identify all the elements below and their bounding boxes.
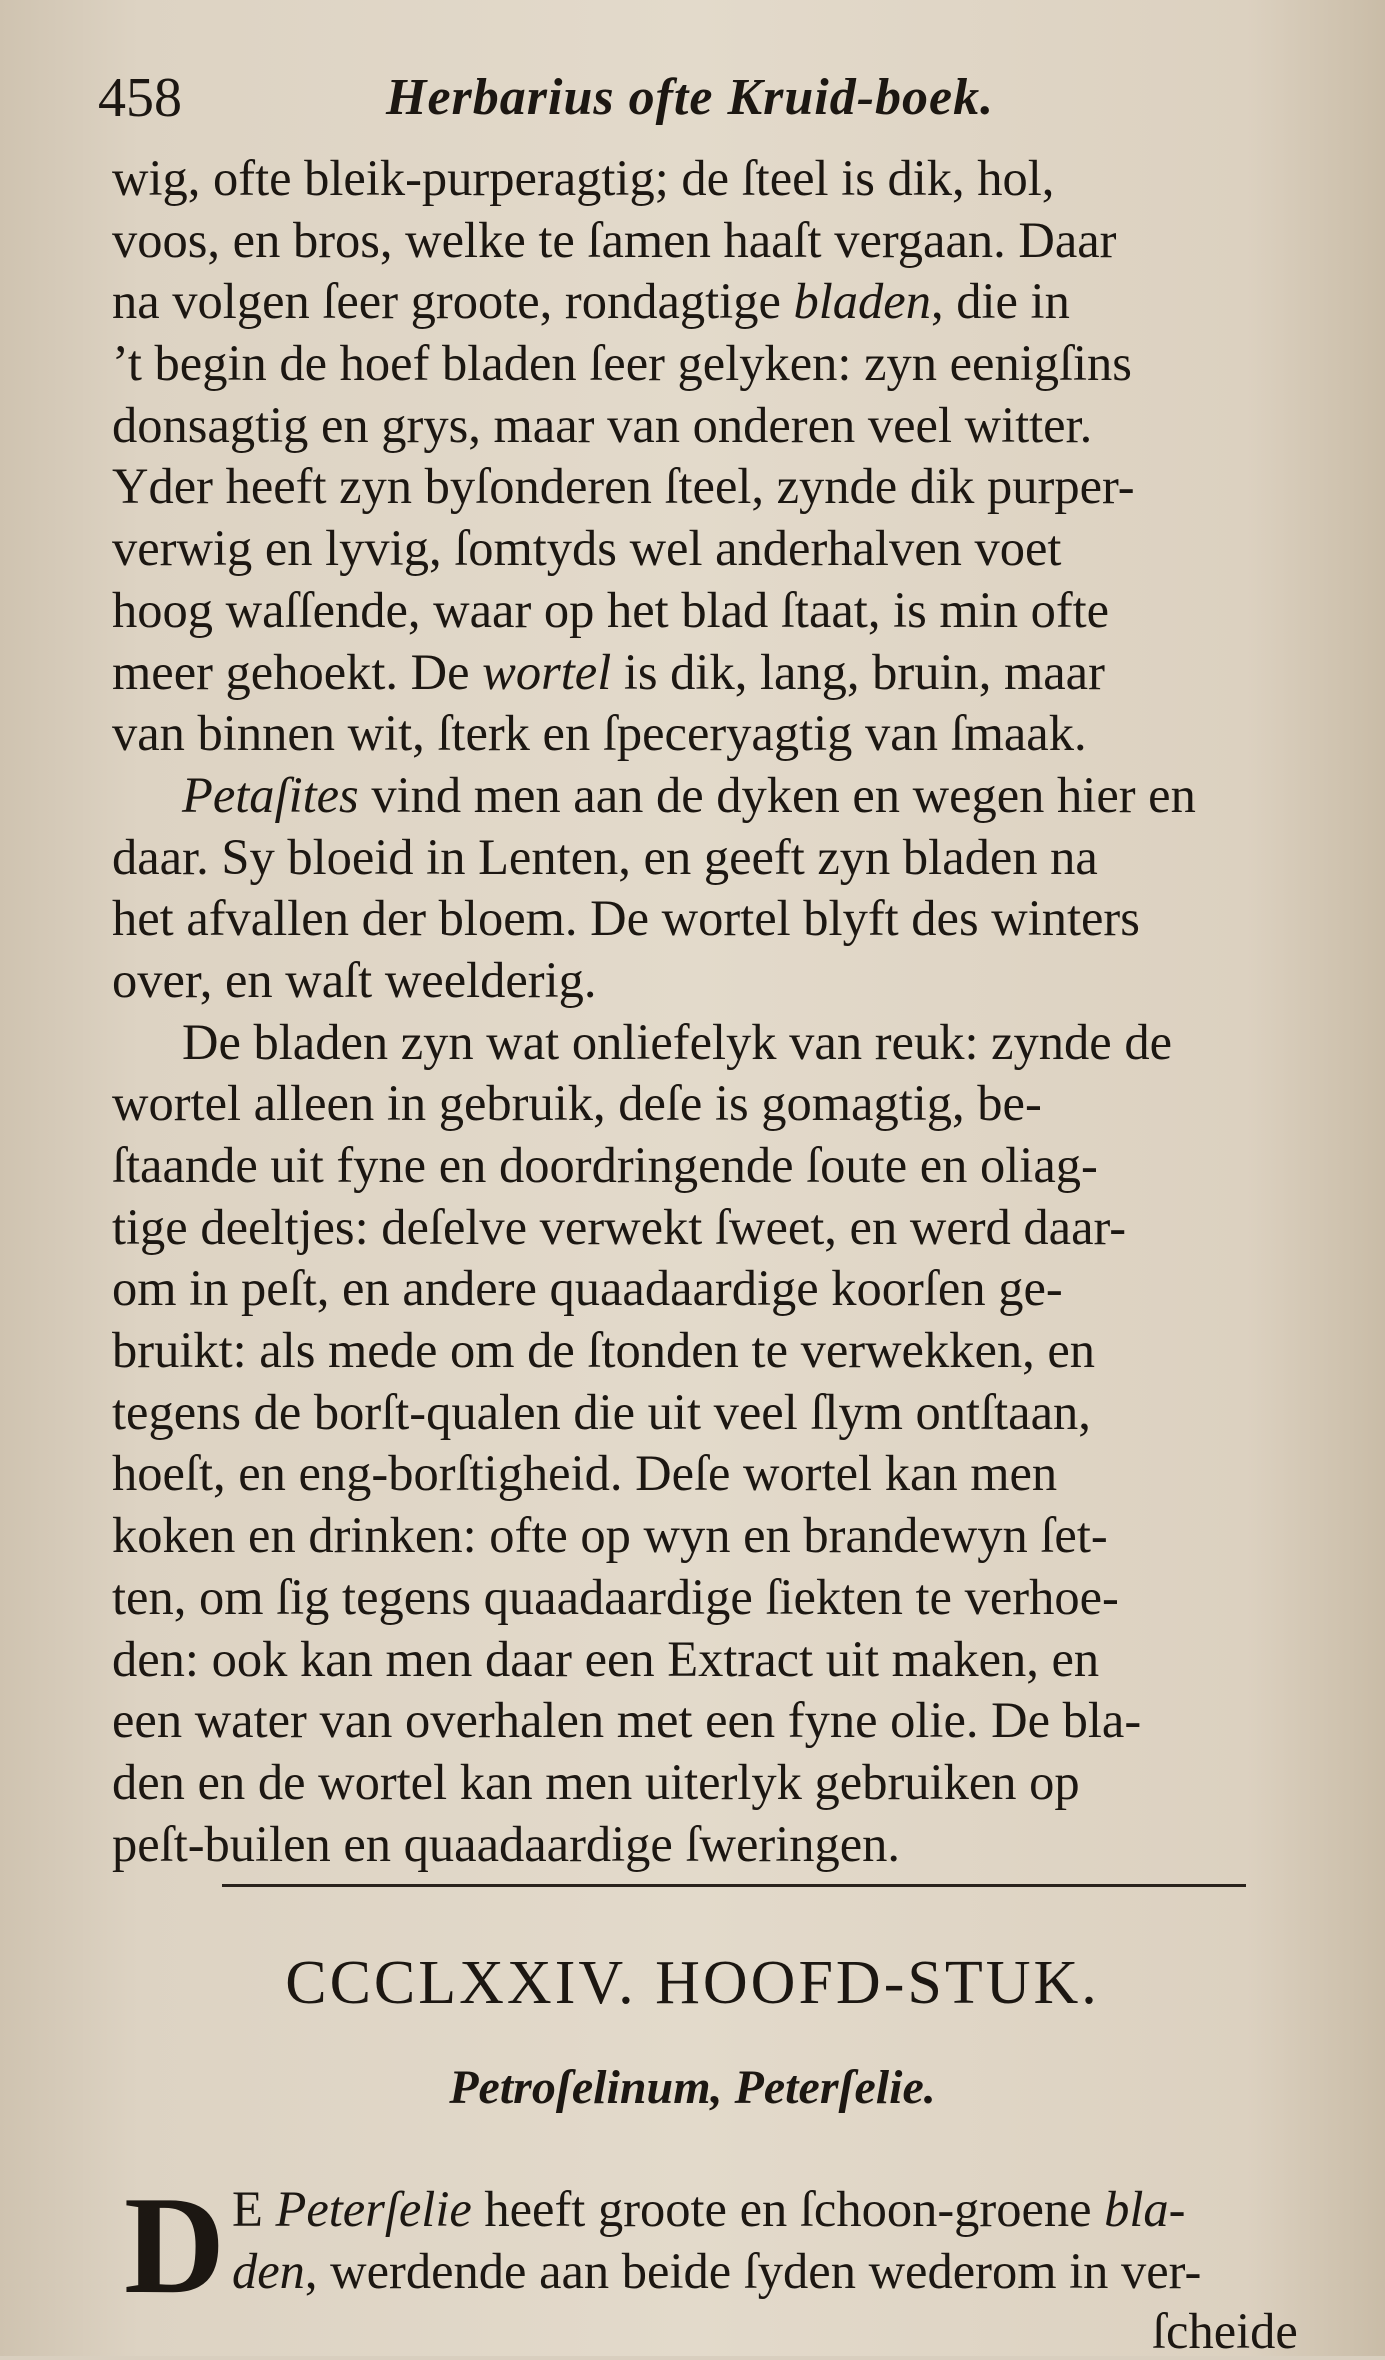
text-line: een water van overhalen met een fyne olie. De bla- [112, 1692, 1142, 1749]
text-line: ſtaande uit fyne en doordringende ſoute en oliag- [112, 1137, 1098, 1193]
text-line: peſt-builen en quaadaardige ſweringen. [112, 1815, 901, 1872]
text-line: meer gehoekt. De wortel is dik, lang, bruin, maar [112, 643, 1105, 700]
text-line: verwig en lyvig, ſomtyds wel anderhalven voet [112, 520, 1062, 577]
text-line: voos, en bros, welke te ſamen haaſt vergaan. Daar [112, 211, 1117, 268]
drop-cap: D [124, 2168, 226, 2323]
body-text [112, 148, 1322, 1875]
text-line: bruikt: als mede om de ſtonden te verwekken, en [112, 1322, 1096, 1379]
text-line: Yder heeft zyn byſonderen ſteel, zynde dik purper- [112, 458, 1135, 515]
text-line: E Peterſelie heeft groote en ſchoon-groene bla- [232, 2181, 1186, 2237]
text-line: den, werdende aan beide ſyden wederom in ver- [232, 2243, 1202, 2299]
page-header [98, 60, 1298, 150]
text-line: van binnen wit, ſterk en ſpeceryagtig van ſmaak. [112, 705, 1087, 762]
text-line: over, en waſt weelderig. [112, 951, 597, 1008]
section-divider [222, 1884, 1246, 1887]
text-line: hoeſt, en eng-borſtigheid. Deſe wortel kan men [112, 1445, 1058, 1502]
text-line: na volgen ſeer groote, rondagtige bladen, die in [112, 273, 1070, 330]
page-number: 458 [98, 67, 182, 129]
chapter-heading: CCCLXXIV. HOOFD-STUK. [285, 1949, 1100, 2017]
text-line: Petaſites vind men aan de dyken en wegen hier en [182, 766, 1196, 823]
text-line: het afvallen der bloem. De wortel blyft des winters [112, 890, 1140, 947]
text-line: wortel alleen in gebruik, deſe is gomagtig, be- [112, 1075, 1042, 1132]
chapter-opening-text [232, 2178, 1332, 2302]
text-line: tegens de borſt-qualen die uit veel ſlym ontſtaan, [112, 1383, 1091, 1440]
text-line: De bladen zyn wat onliefelyk van reuk: zynde de [182, 1013, 1172, 1070]
catchword: ſcheide [1152, 2303, 1298, 2359]
text-line: ten, om ſig tegens quaadaardige ſiekten te verhoe- [112, 1568, 1119, 1625]
text-line: den: ook kan men daar een Extract uit maken, en [112, 1630, 1100, 1687]
running-head: Herbarius ofte Kruid-boek. [386, 69, 995, 126]
text-line: den en de wortel kan men uiterlyk gebruiken op [112, 1753, 1080, 1810]
text-line: koken en drinken: ofte op wyn en brandewyn ſet- [112, 1507, 1108, 1564]
text-line: hoog waſſende, waar op het blad ſtaat, is min ofte [112, 581, 1110, 638]
text-line: om in peſt, en andere quaadaardige koorſen ge- [112, 1260, 1063, 1317]
text-line: daar. Sy bloeid in Lenten, en geeft zyn bladen na [112, 828, 1098, 885]
text-line: tige deeltjes: deſelve verwekt ſweet, en werd daar- [112, 1198, 1127, 1255]
text-line: donsagtig en grys, maar van onderen veel witter. [112, 396, 1093, 453]
text-line: wig, ofte bleik-purperagtig; de ſteel is dik, hol, [112, 150, 1055, 206]
chapter-subtitle: Petroſelinum, Peterſelie. [449, 2061, 936, 2114]
text-line: ’t begin de hoef bladen ſeer gelyken: zyn eenigſins [112, 335, 1132, 392]
